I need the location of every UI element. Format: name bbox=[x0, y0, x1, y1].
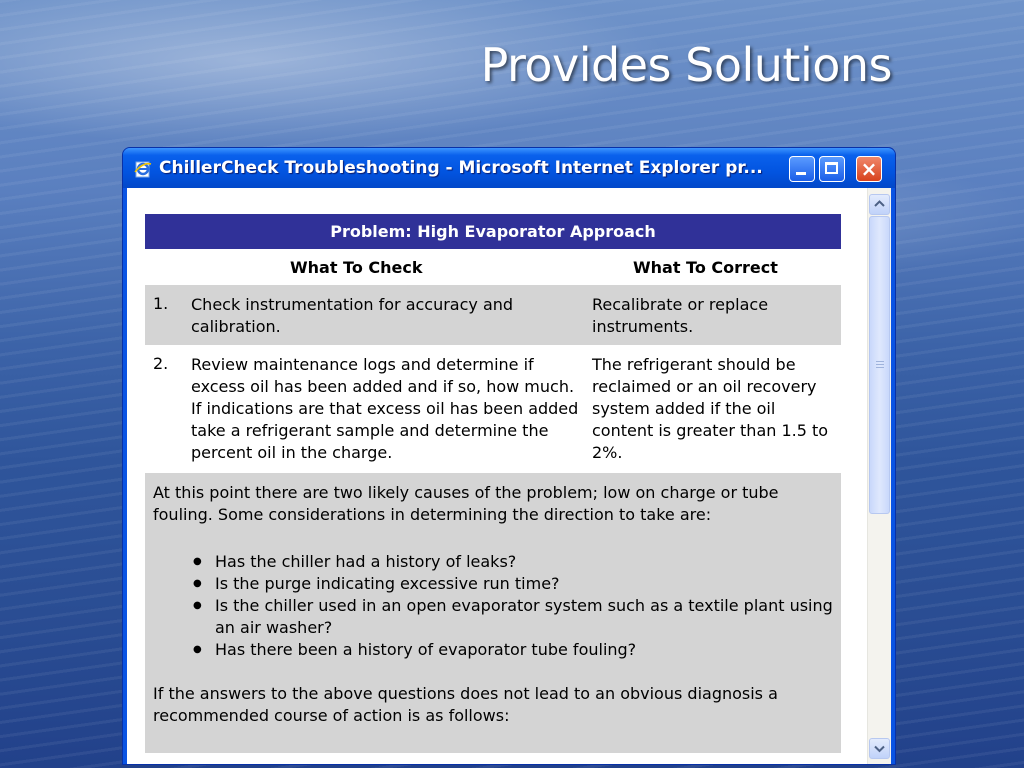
table-row bbox=[145, 285, 841, 345]
window-title: ChillerCheck Troubleshooting - Microsoft Internet Explorer pr... bbox=[159, 158, 763, 178]
list-item: ● Has there been a history of evaporator tube fouling? bbox=[215, 639, 833, 661]
row-number: 1. bbox=[153, 294, 169, 313]
considerations-list bbox=[153, 551, 833, 661]
browser-content-area[interactable] bbox=[127, 188, 891, 764]
close-button[interactable] bbox=[856, 156, 882, 182]
considerations-intro: At this point there are two likely causes of the problem; low on charge or tube fouling. Some considerations in determining the direction to take are: bbox=[153, 483, 779, 524]
scroll-down-button[interactable] bbox=[869, 738, 890, 759]
check-text: Check instrumentation for accuracy and calibration. bbox=[191, 295, 514, 336]
correct-text: Recalibrate or replace instruments. bbox=[592, 295, 769, 336]
list-item: ● Is the purge indicating excessive run time? bbox=[215, 573, 833, 595]
troubleshooting-page bbox=[145, 214, 841, 764]
minimize-icon bbox=[796, 172, 806, 175]
maximize-button[interactable] bbox=[819, 156, 845, 182]
ie-icon bbox=[133, 159, 153, 179]
considerations-outro: If the answers to the above questions does not lead to an obvious diagnosis a recommended course of action is as follows: bbox=[153, 684, 778, 725]
close-icon: × bbox=[860, 157, 878, 181]
chevron-up-icon bbox=[870, 195, 889, 214]
list-item: ● Is the chiller used in an open evaporator system such as a textile plant using an air washer? bbox=[215, 595, 833, 639]
considerations-section bbox=[145, 473, 841, 753]
slide-title: Provides Solutions bbox=[480, 38, 892, 92]
vertical-scrollbar[interactable] bbox=[867, 188, 891, 764]
grip-icon bbox=[876, 361, 884, 369]
column-headers bbox=[145, 249, 841, 285]
list-item: ● Has the chiller had a history of leaks? bbox=[215, 551, 833, 573]
maximize-icon bbox=[825, 162, 838, 174]
correct-text: The refrigerant should be reclaimed or an oil recovery system added if the oil content is greater than 1.5 to 2%. bbox=[592, 355, 829, 462]
browser-window bbox=[123, 148, 895, 764]
scroll-thumb[interactable] bbox=[869, 216, 890, 514]
table-row bbox=[145, 345, 841, 473]
scroll-up-button[interactable] bbox=[869, 194, 890, 215]
minimize-button[interactable] bbox=[789, 156, 815, 182]
column-header-correct: What To Correct bbox=[633, 258, 778, 277]
problem-title: Problem: High Evaporator Approach bbox=[145, 214, 841, 249]
window-titlebar[interactable] bbox=[123, 148, 895, 188]
chevron-down-icon bbox=[870, 739, 889, 758]
row-number: 2. bbox=[153, 354, 169, 373]
check-text: Review maintenance logs and determine if excess oil has been added and if so, how much. If indications are that excess oil has been added take a refrigerant sample and determine the percent oil in the charge. bbox=[191, 355, 579, 462]
cut-off-next-row bbox=[145, 753, 841, 764]
column-header-check: What To Check bbox=[290, 258, 423, 277]
